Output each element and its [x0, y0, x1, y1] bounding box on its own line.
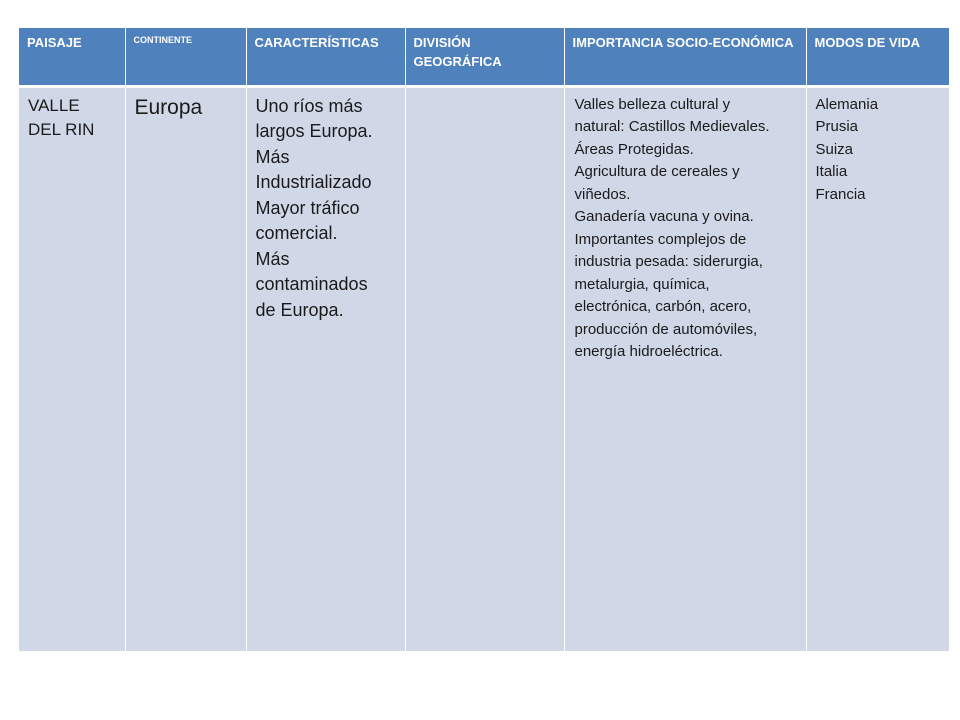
caracteristicas-line: Uno ríos más — [255, 95, 363, 116]
modos-de-vida-item: Francia — [815, 185, 866, 203]
continente-value: Europa — [134, 95, 203, 119]
importancia-line: Agricultura de cereales y — [574, 163, 740, 180]
header-row — [19, 28, 949, 86]
cell-division-geografica — [405, 86, 564, 651]
cell-importancia — [564, 86, 806, 651]
table-row — [19, 86, 949, 651]
caracteristicas-line: Más — [255, 146, 290, 167]
header-importancia: IMPORTANCIA SOCIO-ECONÓMICA — [564, 28, 806, 86]
modos-de-vida-item: Suiza — [815, 140, 854, 158]
importancia-line: industria pesada: siderurgia, — [574, 253, 763, 270]
caracteristicas-line: Mayor tráfico — [255, 197, 360, 218]
cell-modos-de-vida — [806, 86, 949, 651]
caracteristicas-line: largos Europa. — [255, 121, 373, 141]
modos-de-vida-item: Prusia — [815, 118, 859, 135]
cell-paisaje — [19, 86, 125, 651]
header-caracteristicas: CARACTERÍSTICAS — [246, 28, 405, 86]
importancia-line: Ganadería vacuna y ovina. — [574, 208, 754, 225]
caracteristicas-line: comercial. — [255, 223, 338, 243]
importancia-line: Áreas Protegidas. — [574, 140, 694, 158]
importancia-line: Importantes complejos de — [574, 230, 747, 248]
header-modos-de-vida: MODOS DE VIDA — [806, 28, 949, 86]
importancia-line: energía hidroeléctrica. — [574, 343, 723, 360]
importancia-line: viñedos. — [574, 185, 631, 203]
importancia-line: Valles belleza cultural y — [574, 95, 731, 113]
landscape-table — [19, 28, 949, 651]
caracteristicas-line: Más — [255, 248, 290, 269]
importancia-line: producción de automóviles, — [574, 320, 758, 338]
header-paisaje: PAISAJE — [19, 28, 125, 86]
cell-caracteristicas — [246, 86, 405, 651]
importancia-line: natural: Castillos Medievales. — [574, 118, 770, 135]
header-continente: CONTINENTE — [125, 28, 246, 86]
caracteristicas-line: de Europa. — [255, 299, 344, 320]
paisaje-line: DEL RIN — [28, 119, 95, 139]
importancia-line: metalurgia, química, — [574, 275, 710, 293]
header-division-geografica: DIVISIÓN GEOGRÁFICA — [405, 28, 564, 86]
modos-de-vida-item: Italia — [815, 163, 848, 180]
modos-de-vida-item: Alemania — [815, 95, 879, 113]
caracteristicas-line: Industrializado — [255, 172, 372, 192]
cell-continente — [125, 86, 246, 651]
importancia-line: electrónica, carbón, acero, — [574, 298, 752, 315]
paisaje-line: VALLE — [28, 95, 80, 115]
caracteristicas-line: contaminados — [255, 274, 368, 294]
